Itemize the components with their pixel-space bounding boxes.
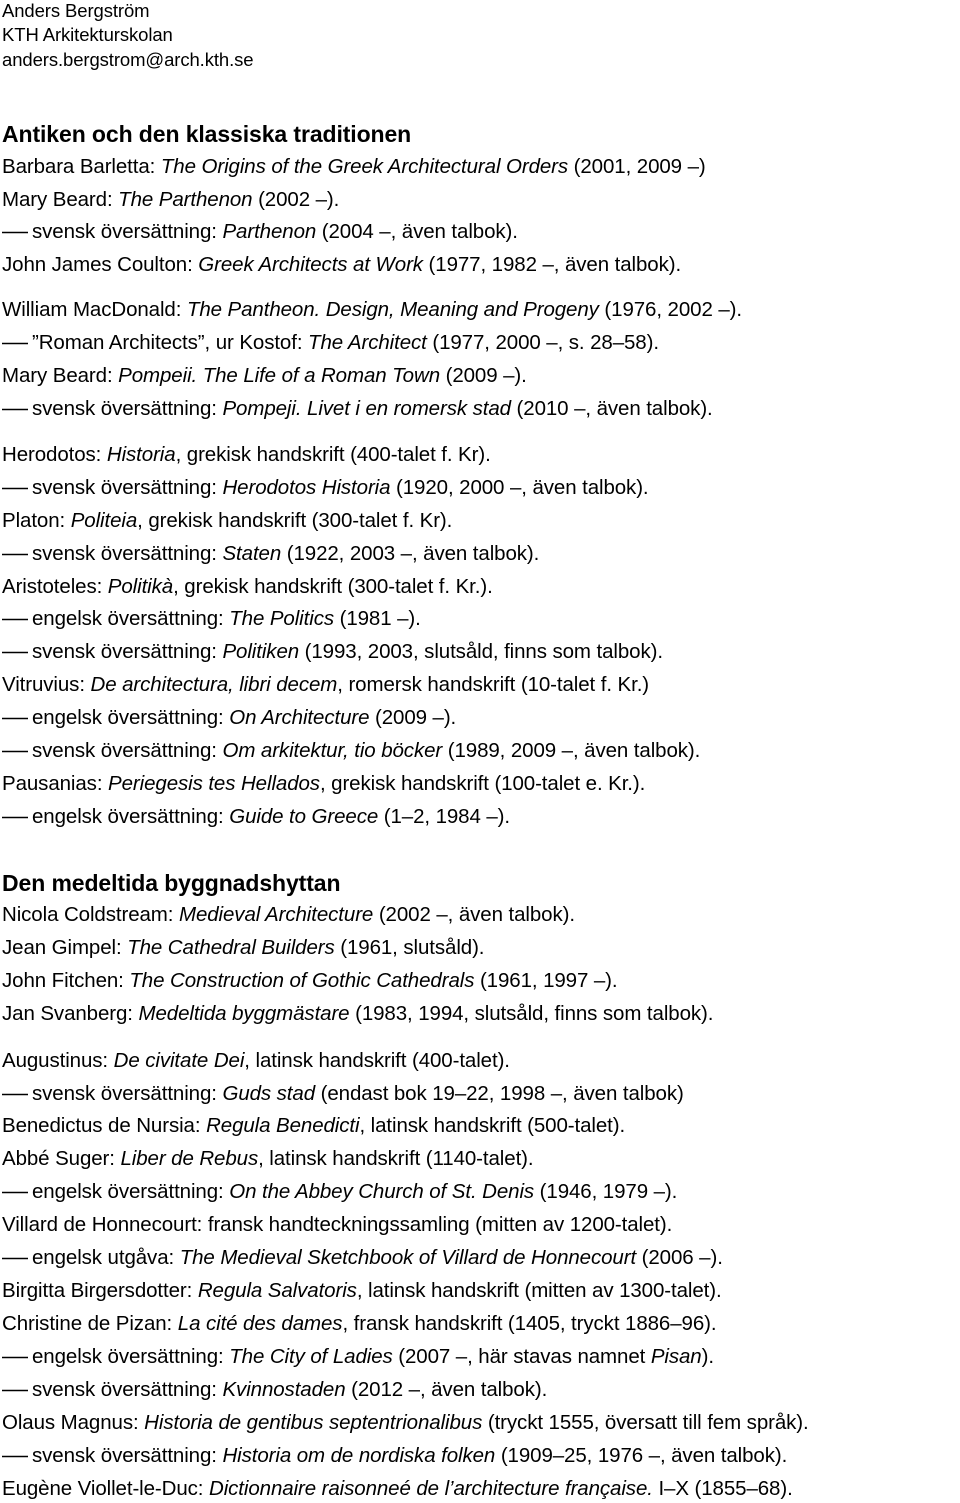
entry-text: Christine de Pizan:	[2, 1312, 178, 1335]
entry-text: (1983, 1994, slutsåld, finns som talbok).	[349, 1002, 714, 1025]
entry-text: (2006 –).	[636, 1246, 723, 1269]
work-title: Guide to Greece	[229, 805, 379, 828]
entry-text: (2007 –, här stavas namnet	[392, 1345, 651, 1368]
entry-text: svensk översättning:	[32, 1082, 223, 1105]
entry-text: (1977, 1982 –, även talbok).	[422, 253, 682, 276]
bibliography-entry	[2, 673, 649, 697]
bibliography-subentry	[2, 1378, 547, 1402]
entry-text: Platon:	[2, 509, 71, 532]
entry-text: William MacDonald:	[2, 298, 187, 321]
bibliography-subentry	[2, 1444, 787, 1468]
em-dash-rule	[2, 397, 32, 421]
work-title: On Architecture	[229, 706, 370, 729]
work-title: The Architect	[308, 331, 427, 354]
entry-text: Nicola Coldstream:	[2, 903, 179, 926]
entry-text: Barbara Barletta:	[2, 155, 161, 178]
work-title: Kvinnostaden	[222, 1378, 346, 1401]
bibliography-entry	[2, 1411, 809, 1435]
entry-text: , grekisk handskrift (300-talet f. Kr.).	[173, 575, 493, 598]
bibliography-subentry	[2, 706, 456, 730]
bibliography-entry	[2, 1049, 510, 1073]
entry-text: (2002 –).	[252, 188, 340, 211]
bibliography-entry	[2, 443, 491, 467]
entry-text: svensk översättning:	[32, 739, 223, 762]
em-dash-rule	[2, 542, 32, 566]
work-title: Regula Salvatoris	[197, 1279, 357, 1302]
work-title: De architectura, libri decem	[90, 673, 338, 696]
bibliography-subentry	[2, 1345, 714, 1369]
work-title: The Pantheon. Design, Meaning and Progeny	[186, 298, 599, 321]
entry-text: (1977, 2000 –, s. 28–58).	[426, 331, 659, 354]
work-title: The Politics	[229, 607, 334, 630]
entry-text: engelsk översättning:	[32, 607, 230, 630]
bibliography-entry	[2, 509, 452, 533]
work-title: Regula Benedicti	[206, 1114, 360, 1137]
entry-text: (1989, 2009 –, även talbok).	[442, 739, 701, 762]
entry-text: (2002 –, även talbok).	[373, 903, 575, 926]
bibliography-entry	[2, 1002, 713, 1026]
entry-text: (2001, 2009 –)	[568, 155, 706, 178]
work-title: De civitate Dei	[113, 1049, 245, 1072]
entry-text: , latinsk handskrift (400-talet).	[244, 1049, 510, 1072]
entry-text: , fransk handskrift (1405, tryckt 1886–96).	[342, 1312, 717, 1335]
em-dash-rule	[2, 476, 32, 500]
entry-text: Aristoteles:	[2, 575, 108, 598]
bibliography-entry	[2, 936, 484, 960]
bibliography-subentry	[2, 397, 713, 421]
entry-text: (1976, 2002 –).	[598, 298, 742, 321]
work-title: La cité des dames	[177, 1312, 343, 1335]
entry-text: (2012 –, även talbok).	[345, 1378, 548, 1401]
entry-text: (1961, 1997 –).	[474, 969, 618, 992]
em-dash-rule	[2, 331, 32, 355]
work-title: Medeltida byggmästare	[138, 1002, 350, 1025]
work-title: The Cathedral Builders	[127, 936, 335, 959]
entry-text: svensk översättning:	[32, 640, 223, 663]
entry-text: , grekisk handskrift (300-talet f. Kr).	[137, 509, 453, 532]
bibliography-subentry	[2, 1082, 684, 1106]
entry-text: (1946, 1979 –).	[534, 1180, 678, 1203]
entry-text: , latinsk handskrift (500-talet).	[359, 1114, 626, 1137]
bibliography-entry	[2, 903, 575, 927]
work-title: Periegesis tes Hellados	[108, 772, 320, 795]
section-heading: Den medeltida byggnadshyttan	[2, 870, 341, 896]
entry-text: (2004 –, även talbok).	[316, 220, 518, 243]
bibliography-entry	[2, 253, 681, 277]
work-title: Politikà	[107, 575, 174, 598]
bibliography-entry	[2, 1312, 716, 1336]
entry-text: engelsk översättning:	[32, 1180, 230, 1203]
work-title: Dictionnaire raisonneé de l’architecture française.	[209, 1477, 653, 1500]
section-heading: Antiken och den klassiska traditionen	[2, 121, 412, 147]
bibliography-subentry	[2, 476, 649, 500]
entry-text: Eugène Viollet-le-Duc:	[2, 1477, 209, 1500]
work-title: Liber de Rebus	[120, 1147, 259, 1170]
work-title: Herodotos Historia	[222, 476, 391, 499]
entry-text: John Fitchen:	[2, 969, 130, 992]
entry-text: , latinsk handskrift (mitten av 1300-talet).	[356, 1279, 722, 1302]
work-title: Historia om de nordiska folken	[222, 1444, 496, 1467]
entry-text: svensk översättning:	[32, 220, 223, 243]
entry-text: Pausanias:	[2, 772, 109, 795]
entry-text: Vitruvius:	[2, 673, 91, 696]
entry-text: , grekisk handskrift (400-talet f. Kr).	[175, 443, 491, 466]
entry-text: (2009 –).	[440, 364, 527, 387]
em-dash-rule	[2, 220, 32, 244]
entry-text: Olaus Magnus:	[2, 1411, 145, 1434]
entry-text: Abbé Suger:	[2, 1147, 121, 1170]
entry-text: engelsk utgåva:	[32, 1246, 180, 1269]
entry-text: ).	[701, 1345, 714, 1368]
entry-text: (1–2, 1984 –).	[378, 805, 510, 828]
entry-text: , latinsk handskrift (1140-talet).	[258, 1147, 534, 1170]
work-title: Pompeji. Livet i en romersk stad	[222, 397, 511, 420]
entry-text: (tryckt 1555, översatt till fem språk).	[482, 1411, 809, 1434]
bibliography-subentry	[2, 805, 510, 829]
entry-text: Mary Beard:	[2, 364, 119, 387]
work-title: Pompeii. The Life of a Roman Town	[118, 364, 440, 387]
entry-text: Herodotos:	[2, 443, 107, 466]
entry-text: (2010 –, även talbok).	[510, 397, 713, 420]
bibliography-subentry	[2, 739, 700, 763]
work-title: Historia	[106, 443, 176, 466]
entry-text: , romersk handskrift (10-talet f. Kr.)	[337, 673, 650, 696]
em-dash-rule	[2, 607, 32, 631]
entry-text: svensk översättning:	[32, 542, 223, 565]
entry-text: Mary Beard:	[2, 188, 119, 211]
entry-text: engelsk översättning:	[32, 706, 230, 729]
entry-text: svensk översättning:	[32, 476, 223, 499]
em-dash-rule	[2, 1246, 32, 1270]
bibliography-entry	[2, 575, 493, 599]
em-dash-rule	[2, 739, 32, 763]
work-title: The Medieval Sketchbook of Villard de Honnecourt	[179, 1246, 637, 1269]
work-title: Politeia	[70, 509, 138, 532]
em-dash-rule	[2, 1345, 32, 1369]
work-title: Staten	[222, 542, 282, 565]
entry-text: svensk översättning:	[32, 1444, 223, 1467]
entry-text: engelsk översättning:	[32, 805, 230, 828]
work-title: On the Abbey Church of St. Denis	[229, 1180, 535, 1203]
bibliography-entry	[2, 1114, 625, 1138]
bibliography-entry	[2, 1279, 722, 1303]
bibliography-subentry	[2, 607, 421, 631]
entry-text: Augustinus:	[2, 1049, 114, 1072]
entry-text: (endast bok 19–22, 1998 –, även talbok)	[315, 1082, 684, 1105]
em-dash-rule	[2, 640, 32, 664]
work-title: Medieval Architecture	[178, 903, 374, 926]
entry-text: Villard de Honnecourt: fransk handteckningssamling (mitten av 1200-talet).	[2, 1213, 673, 1236]
bibliography-entry	[2, 1147, 533, 1171]
entry-text: ”Roman Architects”, ur Kostof:	[32, 331, 309, 354]
entry-text: I–X (1855–68).	[652, 1477, 793, 1500]
author-email: anders.bergstrom@arch.kth.se	[2, 49, 254, 70]
entry-text: (2009 –).	[369, 706, 457, 729]
em-dash-rule	[2, 1378, 32, 1402]
bibliography-entry	[2, 969, 618, 993]
em-dash-rule	[2, 1082, 32, 1106]
bibliography-entry	[2, 1477, 793, 1501]
bibliography-subentry	[2, 331, 659, 355]
em-dash-rule	[2, 1444, 32, 1468]
work-title: The Construction of Gothic Cathedrals	[129, 969, 475, 992]
work-title: The Parthenon	[118, 188, 253, 211]
work-title: Om arkitektur, tio böcker	[222, 739, 443, 762]
entry-text: , grekisk handskrift (100-talet e. Kr.).	[319, 772, 646, 795]
bibliography-entry	[2, 364, 527, 388]
author-school: KTH Arkitekturskolan	[2, 24, 173, 45]
bibliography-entry	[2, 155, 706, 179]
bibliography-entry	[2, 298, 742, 322]
work-title: Pisan	[650, 1345, 702, 1368]
entry-text: (1920, 2000 –, även talbok).	[390, 476, 649, 499]
bibliography-subentry	[2, 1180, 677, 1204]
bibliography-subentry	[2, 220, 518, 244]
entry-text: Benedictus de Nursia:	[2, 1114, 207, 1137]
bibliography-subentry	[2, 1246, 723, 1270]
entry-text: Jean Gimpel:	[2, 936, 128, 959]
work-title: Historia de gentibus septentrionalibus	[144, 1411, 483, 1434]
entry-text: (1909–25, 1976 –, även talbok).	[495, 1444, 788, 1467]
author-name: Anders Bergström	[2, 0, 150, 21]
bibliography-entry	[2, 188, 339, 212]
entry-text: (1993, 2003, slutsåld, finns som talbok).	[299, 640, 663, 663]
entry-text: svensk översättning:	[32, 397, 223, 420]
work-title: Greek Architects at Work	[198, 253, 423, 276]
entry-text: (1961, slutsåld).	[334, 936, 485, 959]
bibliography-subentry	[2, 542, 539, 566]
work-title: Guds stad	[222, 1082, 316, 1105]
entry-text: (1981 –).	[334, 607, 421, 630]
entry-text: Birgitta Birgersdotter:	[2, 1279, 198, 1302]
entry-text: engelsk översättning:	[32, 1345, 230, 1368]
em-dash-rule	[2, 805, 32, 829]
entry-text: John James Coulton:	[2, 253, 199, 276]
entry-text: svensk översättning:	[32, 1378, 223, 1401]
work-title: The City of Ladies	[229, 1345, 393, 1368]
entry-text: Jan Svanberg:	[2, 1002, 139, 1025]
bibliography-subentry	[2, 640, 663, 664]
entry-text: (1922, 2003 –, även talbok).	[281, 542, 540, 565]
work-title: The Origins of the Greek Architectural Orders	[160, 155, 569, 178]
work-title: Politiken	[222, 640, 300, 663]
em-dash-rule	[2, 1180, 32, 1204]
bibliography-entry	[2, 772, 645, 796]
work-title: Parthenon	[222, 220, 317, 243]
bibliography-entry	[2, 1213, 672, 1237]
em-dash-rule	[2, 706, 32, 730]
